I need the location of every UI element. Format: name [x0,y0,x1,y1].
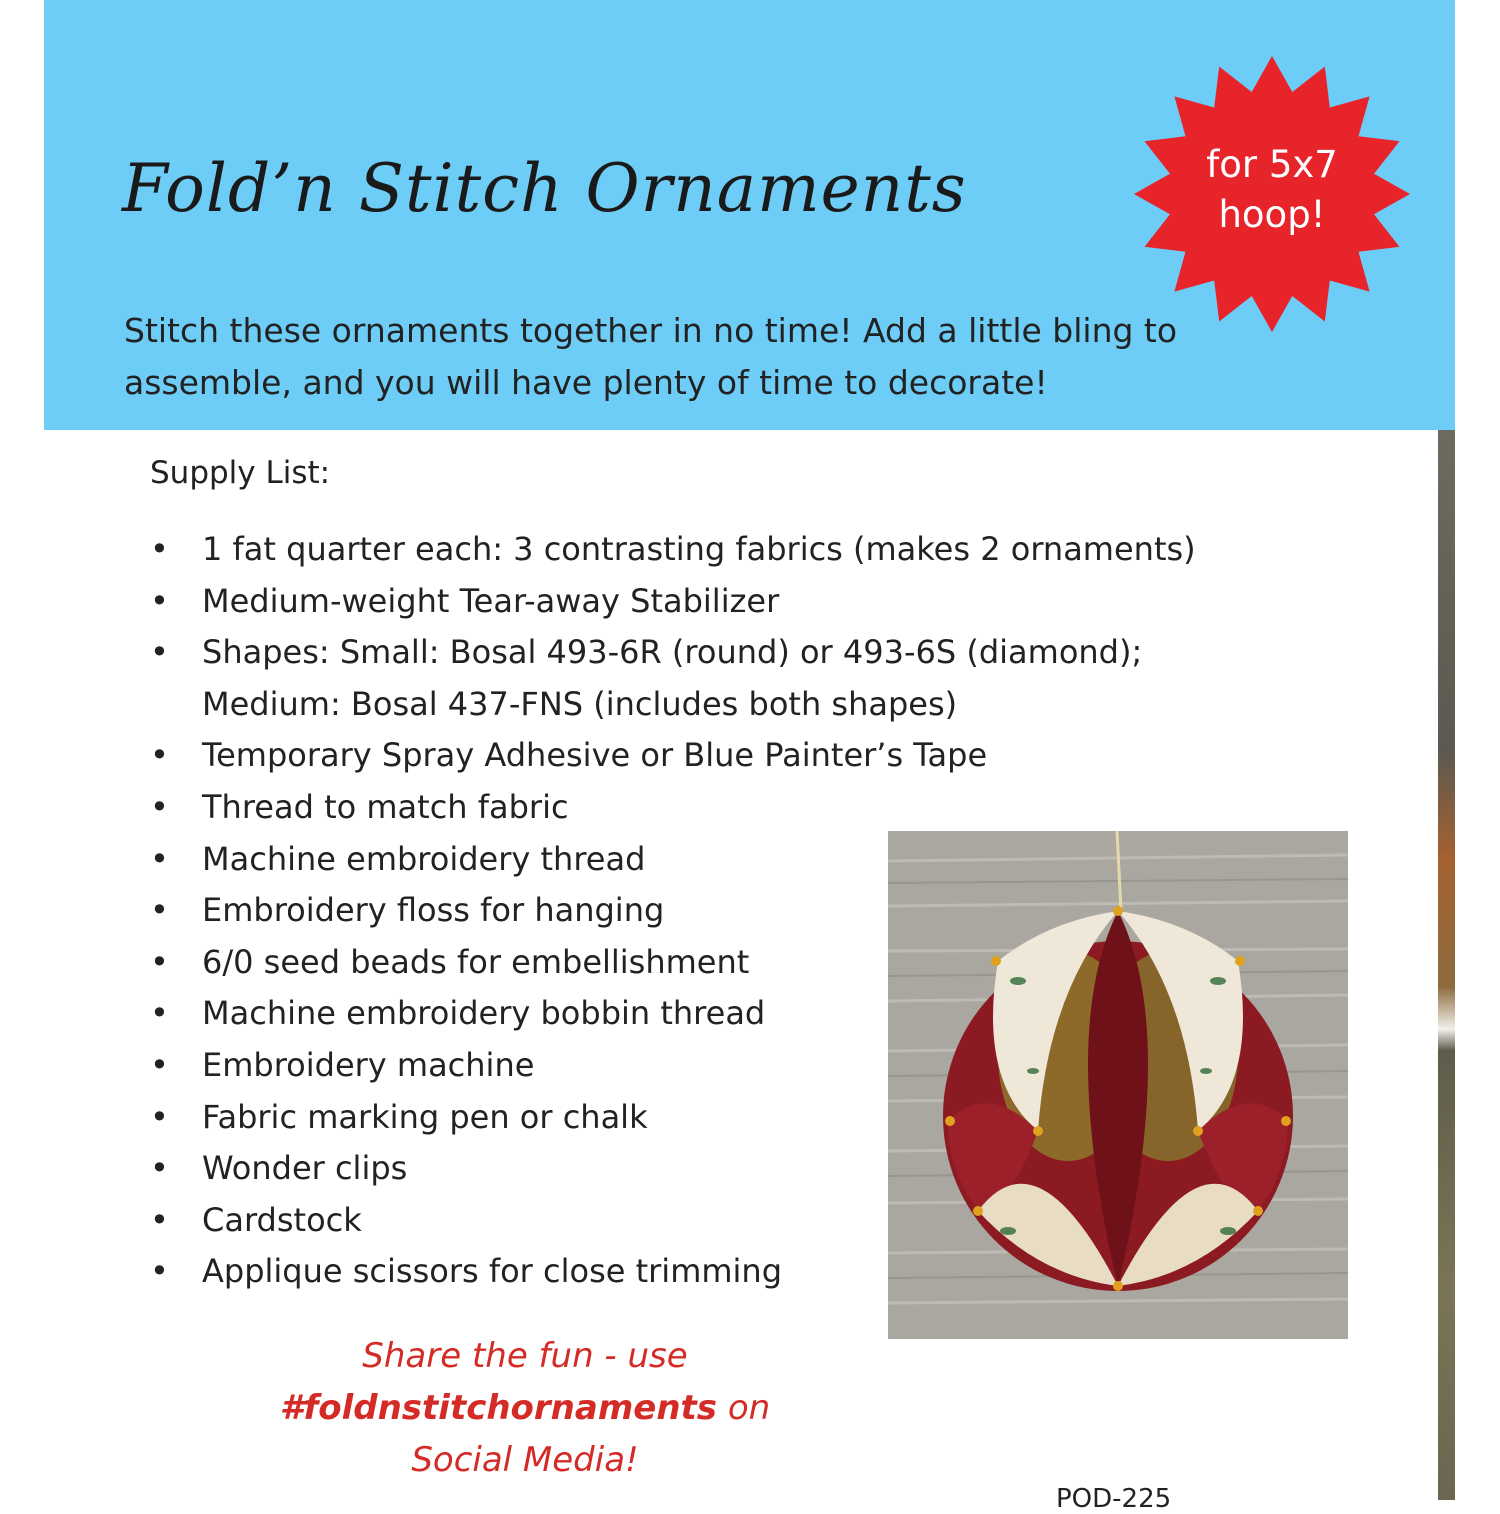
bullet-icon: • [150,736,169,775]
list-item-text: Embroidery machine [202,1045,535,1084]
list-item-text: Machine embroidery thread [202,839,646,878]
list-item-text: 6/0 seed beads for embellishment [202,942,750,981]
bullet-icon: • [150,942,169,981]
share-line-3: Social Media! [411,1440,639,1480]
list-item [150,627,1196,679]
product-code: POD-225 [1056,1484,1172,1514]
list-item [150,782,1196,834]
badge-line-2: hoop! [1218,193,1326,236]
list-item-text: Machine embroidery bobbin thread [202,994,766,1033]
list-item-text: Thread to match fabric [202,787,569,826]
intro-text [124,305,1244,409]
list-item-text: Applique scissors for close trimming [202,1252,783,1291]
share-line-2-suffix: on [717,1388,771,1428]
list-item-text: Cardstock [202,1200,362,1239]
adjacent-photo-edge [1438,430,1455,1500]
share-line-1: Share the fun - use [362,1336,688,1376]
bullet-icon: • [150,994,169,1033]
badge-line-1: for 5x7 [1206,143,1338,186]
bullet-icon: • [150,839,169,878]
bullet-icon: • [150,581,169,620]
list-item-text: Wonder clips [202,1149,408,1188]
social-share-callout [200,1330,850,1486]
bullet-icon: • [150,530,169,568]
bullet-icon: • [150,1097,169,1136]
list-item-text: Medium: Bosal 437-FNS (includes both shapes) [202,684,958,723]
list-item-text: Embroidery floss for hanging [202,891,665,930]
list-item [150,524,1196,576]
bullet-icon: • [150,787,169,826]
intro-line-1: Stitch these ornaments together in no time! Add a little bling to [124,311,1178,350]
hashtag: #foldnstitchornaments [279,1388,718,1428]
page-title: Fold’n Stitch Ornaments [122,150,967,227]
list-item [150,576,1196,628]
list-item [150,730,1196,782]
list-item-text: 1 fat quarter each: 3 contrasting fabrics (makes 2 ornaments) [202,530,1196,568]
list-item-text: Temporary Spray Adhesive or Blue Painter’s Tape [202,736,988,775]
hoop-size-badge [1130,52,1414,336]
list-item-text: Fabric marking pen or chalk [202,1097,648,1136]
bullet-icon: • [150,633,169,672]
bullet-icon: • [150,891,169,930]
ornament-photo [888,831,1348,1339]
share-line-2 [200,1382,850,1434]
list-item-text: Shapes: Small: Bosal 493-6R (round) or 493-6S (diamond); [202,633,1143,672]
intro-line-2: assemble, and you will have plenty of time to decorate! [124,363,1048,402]
bullet-icon: • [150,1149,169,1188]
supply-list-heading: Supply List: [150,455,331,491]
list-item-continuation [150,679,1196,731]
bullet-icon: • [150,1252,169,1291]
bullet-icon: • [150,1045,169,1084]
bullet-icon: • [150,1200,169,1239]
list-item-text: Medium-weight Tear-away Stabilizer [202,581,780,620]
